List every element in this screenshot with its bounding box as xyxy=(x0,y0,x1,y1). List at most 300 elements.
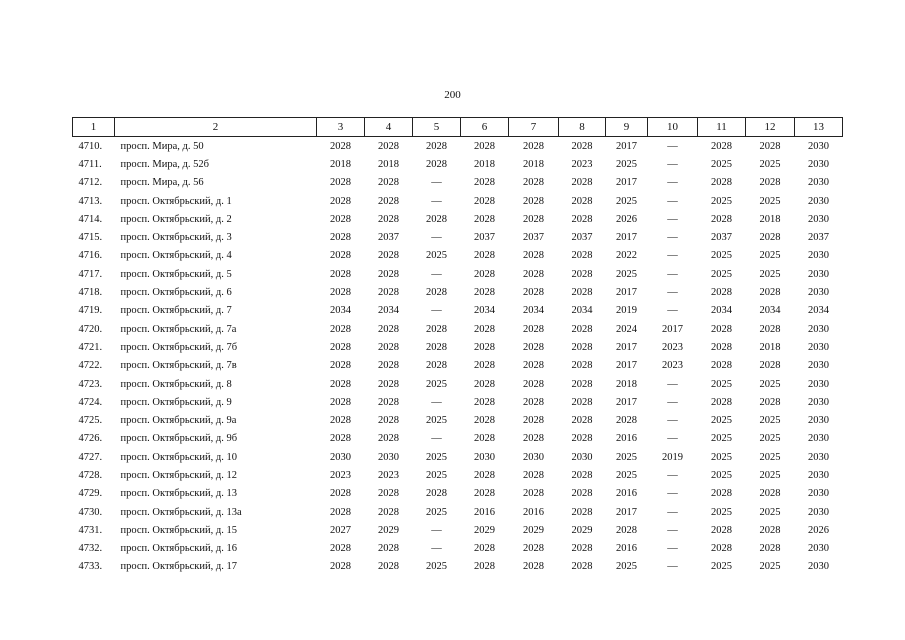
address-cell: просп. Октябрьский, д. 13 xyxy=(120,488,237,500)
year-cell: 2028 xyxy=(474,268,495,280)
year-cell: 2028 xyxy=(759,396,781,408)
year-cell: — xyxy=(667,415,678,427)
year-cell: — xyxy=(667,158,678,170)
year-cell: 2030 xyxy=(808,561,829,573)
year-cell: 2028 xyxy=(330,396,351,408)
data-table xyxy=(72,117,843,576)
row-number: 4712. xyxy=(78,177,103,189)
table-row xyxy=(73,540,843,558)
year-cell: 2028 xyxy=(523,177,544,189)
year-cell: 2028 xyxy=(474,488,495,500)
year-cell: 2025 xyxy=(759,415,781,427)
table-row xyxy=(73,137,843,156)
year-cell: — xyxy=(667,195,678,207)
year-cell: 2030 xyxy=(571,451,593,463)
year-cell: 2017 xyxy=(616,287,637,299)
column-header: 1 xyxy=(73,118,115,137)
year-cell: 2025 xyxy=(616,268,637,280)
address-cell: просп. Октябрьский, д. 2 xyxy=(120,213,232,225)
year-cell: 2028 xyxy=(711,360,732,372)
year-cell: 2028 xyxy=(378,140,399,152)
year-cell: 2025 xyxy=(616,469,637,481)
year-cell: 2030 xyxy=(808,451,829,463)
year-cell: 2025 xyxy=(426,378,447,390)
year-cell: 2030 xyxy=(808,177,829,189)
table-body xyxy=(73,137,843,577)
year-cell: 2025 xyxy=(759,268,781,280)
year-cell: 2030 xyxy=(378,451,399,463)
year-cell: 2025 xyxy=(759,506,781,518)
table-row xyxy=(73,302,843,320)
year-cell: 2027 xyxy=(330,524,351,536)
year-cell: 2028 xyxy=(759,287,781,299)
year-cell: 2028 xyxy=(474,378,495,390)
table-row xyxy=(73,375,843,393)
year-cell: 2028 xyxy=(571,323,593,335)
year-cell: 2028 xyxy=(759,323,781,335)
year-cell: 2030 xyxy=(808,158,829,170)
year-cell: 2028 xyxy=(571,213,593,225)
year-cell: 2034 xyxy=(523,305,544,317)
year-cell: 2028 xyxy=(571,396,593,408)
year-cell: 2028 xyxy=(711,524,732,536)
year-cell: 2024 xyxy=(616,323,637,335)
row-number: 4729. xyxy=(78,488,103,500)
year-cell: 2025 xyxy=(426,506,447,518)
year-cell: 2037 xyxy=(808,232,829,244)
table-row xyxy=(73,393,843,411)
column-header: 13 xyxy=(795,118,843,137)
year-cell: 2028 xyxy=(759,543,781,555)
year-cell: 2028 xyxy=(474,543,495,555)
year-cell: 2028 xyxy=(474,250,495,262)
year-cell: 2030 xyxy=(808,268,829,280)
table-row xyxy=(73,265,843,283)
year-cell: 2025 xyxy=(711,451,732,463)
table-row xyxy=(73,558,843,576)
address-cell: просп. Октябрьский, д. 6 xyxy=(120,287,232,299)
year-cell: 2028 xyxy=(523,140,544,152)
column-header: 4 xyxy=(365,118,413,137)
address-cell: просп. Мира, д. 56 xyxy=(120,177,204,189)
year-cell: 2028 xyxy=(330,378,351,390)
year-cell: 2025 xyxy=(759,195,781,207)
year-cell: 2025 xyxy=(616,158,637,170)
row-number: 4710. xyxy=(78,140,103,152)
address-cell: просп. Октябрьский, д. 17 xyxy=(120,561,237,573)
year-cell: 2028 xyxy=(378,287,399,299)
address-cell: просп. Октябрьский, д. 10 xyxy=(120,451,237,463)
year-cell: 2025 xyxy=(711,469,732,481)
address-cell: просп. Октябрьский, д. 8 xyxy=(120,378,232,390)
year-cell: 2028 xyxy=(711,488,732,500)
year-cell: 2025 xyxy=(759,561,781,573)
year-cell: 2028 xyxy=(426,488,447,500)
year-cell: 2028 xyxy=(378,250,399,262)
year-cell: 2028 xyxy=(474,195,495,207)
year-cell: — xyxy=(431,524,442,536)
year-cell: 2025 xyxy=(426,469,447,481)
row-number: 4733. xyxy=(78,561,103,573)
column-header: 3 xyxy=(317,118,365,137)
year-cell: 2030 xyxy=(808,341,829,353)
year-cell: 2028 xyxy=(330,360,351,372)
year-cell: 2034 xyxy=(808,305,829,317)
table-row xyxy=(73,521,843,539)
year-cell: 2034 xyxy=(759,305,781,317)
year-cell: 2028 xyxy=(523,195,544,207)
year-cell: — xyxy=(667,561,678,573)
year-cell: 2028 xyxy=(426,287,447,299)
column-header: 6 xyxy=(461,118,509,137)
year-cell: 2028 xyxy=(474,213,495,225)
header-row xyxy=(73,118,843,137)
table-row xyxy=(73,283,843,301)
address-cell: просп. Октябрьский, д. 5 xyxy=(120,268,232,280)
address-cell: просп. Октябрьский, д. 15 xyxy=(120,524,237,536)
year-cell: 2018 xyxy=(616,378,637,390)
page-number: 200 xyxy=(444,89,461,101)
year-cell: 2028 xyxy=(571,433,593,445)
year-cell: 2025 xyxy=(426,451,447,463)
year-cell: 2030 xyxy=(808,433,829,445)
year-cell: 2030 xyxy=(808,543,829,555)
table-row xyxy=(73,155,843,173)
year-cell: 2028 xyxy=(616,415,637,427)
address-cell: просп. Октябрьский, д. 16 xyxy=(120,543,237,555)
year-cell: 2018 xyxy=(759,213,781,225)
table-row xyxy=(73,228,843,246)
year-cell: 2030 xyxy=(808,469,829,481)
year-cell: 2028 xyxy=(378,396,399,408)
table-row xyxy=(73,357,843,375)
year-cell: 2034 xyxy=(474,305,495,317)
year-cell: 2019 xyxy=(616,305,637,317)
year-cell: 2028 xyxy=(330,195,351,207)
year-cell: 2030 xyxy=(808,396,829,408)
year-cell: 2028 xyxy=(426,341,447,353)
year-cell: — xyxy=(667,524,678,536)
year-cell: 2030 xyxy=(808,287,829,299)
year-cell: — xyxy=(667,140,678,152)
row-number: 4718. xyxy=(78,287,103,299)
year-cell: 2028 xyxy=(330,213,351,225)
address-cell: просп. Октябрьский, д. 7а xyxy=(120,323,237,335)
row-number: 4719. xyxy=(78,305,103,317)
year-cell: 2028 xyxy=(426,140,447,152)
row-number: 4711. xyxy=(78,158,102,170)
year-cell: 2028 xyxy=(330,543,351,555)
year-cell: 2028 xyxy=(378,506,399,518)
year-cell: 2028 xyxy=(330,268,351,280)
row-number: 4728. xyxy=(78,469,103,481)
year-cell: 2028 xyxy=(426,158,447,170)
year-cell: 2034 xyxy=(711,305,732,317)
year-cell: — xyxy=(431,305,442,317)
year-cell: — xyxy=(667,488,678,500)
address-cell: просп. Октябрьский, д. 9 xyxy=(120,396,232,408)
year-cell: 2016 xyxy=(616,488,637,500)
year-cell: 2025 xyxy=(759,433,781,445)
year-cell: 2022 xyxy=(616,250,637,262)
column-header: 2 xyxy=(115,118,317,137)
year-cell: 2023 xyxy=(378,469,399,481)
address-cell: просп. Мира, д. 52б xyxy=(120,158,209,170)
table-row xyxy=(73,503,843,521)
row-number: 4716. xyxy=(78,250,103,262)
year-cell: — xyxy=(667,543,678,555)
year-cell: 2028 xyxy=(571,506,593,518)
address-cell: просп. Октябрьский, д. 1 xyxy=(120,195,232,207)
year-cell: 2028 xyxy=(474,323,495,335)
year-cell: — xyxy=(667,506,678,518)
year-cell: — xyxy=(667,433,678,445)
year-cell: 2028 xyxy=(759,177,781,189)
year-cell: 2030 xyxy=(808,140,829,152)
year-cell: 2028 xyxy=(378,213,399,225)
year-cell: 2028 xyxy=(571,488,593,500)
year-cell: 2025 xyxy=(711,415,732,427)
year-cell: 2028 xyxy=(523,250,544,262)
year-cell: 2028 xyxy=(426,213,447,225)
year-cell: 2028 xyxy=(474,433,495,445)
year-cell: 2028 xyxy=(378,360,399,372)
year-cell: 2025 xyxy=(711,268,732,280)
year-cell: 2028 xyxy=(330,287,351,299)
row-number: 4731. xyxy=(78,524,103,536)
table-header xyxy=(73,118,843,137)
year-cell: 2030 xyxy=(808,323,829,335)
year-cell: 2018 xyxy=(523,158,544,170)
year-cell: 2028 xyxy=(378,543,399,555)
table-row xyxy=(73,485,843,503)
year-cell: 2034 xyxy=(330,305,351,317)
year-cell: 2028 xyxy=(474,140,495,152)
year-cell: 2028 xyxy=(330,506,351,518)
year-cell: — xyxy=(667,396,678,408)
year-cell: 2029 xyxy=(474,524,495,536)
address-cell: просп. Октябрьский, д. 7 xyxy=(120,305,232,317)
year-cell: 2028 xyxy=(330,341,351,353)
year-cell: 2030 xyxy=(523,451,544,463)
address-cell: просп. Октябрьский, д. 7б xyxy=(120,341,238,353)
year-cell: — xyxy=(667,177,678,189)
year-cell: 2025 xyxy=(426,250,447,262)
year-cell: — xyxy=(667,232,678,244)
year-cell: 2018 xyxy=(378,158,399,170)
row-number: 4717. xyxy=(78,268,103,280)
table-row xyxy=(73,210,843,228)
year-cell: — xyxy=(431,268,442,280)
row-number: 4725. xyxy=(78,415,103,427)
year-cell: 2028 xyxy=(474,287,495,299)
column-header: 5 xyxy=(413,118,461,137)
year-cell: 2025 xyxy=(759,469,781,481)
row-number: 4722. xyxy=(78,360,103,372)
year-cell: 2028 xyxy=(330,323,351,335)
year-cell: 2023 xyxy=(330,469,351,481)
table-row xyxy=(73,247,843,265)
column-header: 10 xyxy=(648,118,698,137)
year-cell: — xyxy=(431,543,442,555)
year-cell: 2028 xyxy=(616,524,637,536)
year-cell: — xyxy=(667,378,678,390)
year-cell: 2019 xyxy=(662,451,683,463)
year-cell: 2025 xyxy=(616,195,637,207)
address-cell: просп. Октябрьский, д. 13а xyxy=(120,506,242,518)
year-cell: 2028 xyxy=(378,195,399,207)
year-cell: 2017 xyxy=(662,323,683,335)
year-cell: 2016 xyxy=(616,433,637,445)
column-header: 7 xyxy=(509,118,559,137)
row-number: 4714. xyxy=(78,213,103,225)
year-cell: 2028 xyxy=(426,360,447,372)
year-cell: 2029 xyxy=(523,524,544,536)
year-cell: 2029 xyxy=(378,524,399,536)
year-cell: 2028 xyxy=(330,415,351,427)
year-cell: 2028 xyxy=(571,360,593,372)
year-cell: 2028 xyxy=(523,488,544,500)
year-cell: 2030 xyxy=(808,360,829,372)
year-cell: 2028 xyxy=(378,433,399,445)
year-cell: 2028 xyxy=(523,561,544,573)
year-cell: 2017 xyxy=(616,341,637,353)
year-cell: 2028 xyxy=(523,268,544,280)
table-row xyxy=(73,466,843,484)
column-header: 12 xyxy=(746,118,795,137)
year-cell: 2028 xyxy=(571,250,593,262)
year-cell: 2016 xyxy=(523,506,544,518)
year-cell: — xyxy=(667,305,678,317)
year-cell: 2017 xyxy=(616,140,637,152)
year-cell: 2026 xyxy=(808,524,829,536)
year-cell: 2028 xyxy=(711,323,732,335)
year-cell: — xyxy=(431,396,442,408)
year-cell: 2030 xyxy=(808,506,829,518)
year-cell: 2028 xyxy=(378,177,399,189)
year-cell: 2030 xyxy=(808,488,829,500)
year-cell: 2028 xyxy=(330,177,351,189)
year-cell: 2025 xyxy=(759,158,781,170)
row-number: 4724. xyxy=(78,396,103,408)
year-cell: 2025 xyxy=(426,561,447,573)
year-cell: 2017 xyxy=(616,360,637,372)
year-cell: 2037 xyxy=(571,232,593,244)
year-cell: 2030 xyxy=(808,415,829,427)
year-cell: 2030 xyxy=(808,195,829,207)
year-cell: 2028 xyxy=(474,469,495,481)
year-cell: 2028 xyxy=(378,341,399,353)
year-cell: 2037 xyxy=(474,232,495,244)
year-cell: 2026 xyxy=(616,213,637,225)
year-cell: 2028 xyxy=(474,177,495,189)
year-cell: 2028 xyxy=(523,396,544,408)
year-cell: 2028 xyxy=(711,543,732,555)
year-cell: 2025 xyxy=(711,250,732,262)
table-row xyxy=(73,174,843,192)
address-cell: просп. Октябрьский, д. 7в xyxy=(120,360,237,372)
year-cell: 2028 xyxy=(571,415,593,427)
year-cell: 2028 xyxy=(711,140,732,152)
year-cell: 2028 xyxy=(711,341,732,353)
year-cell: — xyxy=(667,469,678,481)
year-cell: 2025 xyxy=(616,451,637,463)
table-row xyxy=(73,192,843,210)
year-cell: 2030 xyxy=(330,451,351,463)
year-cell: 2028 xyxy=(426,323,447,335)
year-cell: 2028 xyxy=(378,268,399,280)
year-cell: 2037 xyxy=(711,232,732,244)
year-cell: 2017 xyxy=(616,396,637,408)
year-cell: 2028 xyxy=(474,396,495,408)
row-number: 4713. xyxy=(78,195,103,207)
year-cell: 2028 xyxy=(571,140,593,152)
year-cell: 2028 xyxy=(474,360,495,372)
year-cell: 2028 xyxy=(759,140,781,152)
column-header: 11 xyxy=(698,118,746,137)
year-cell: 2028 xyxy=(523,341,544,353)
year-cell: 2028 xyxy=(571,268,593,280)
year-cell: 2028 xyxy=(759,524,781,536)
year-cell: 2017 xyxy=(616,506,637,518)
year-cell: 2034 xyxy=(571,305,593,317)
row-number: 4723. xyxy=(78,378,103,390)
year-cell: 2028 xyxy=(711,396,732,408)
year-cell: 2028 xyxy=(330,140,351,152)
year-cell: 2030 xyxy=(808,250,829,262)
year-cell: 2028 xyxy=(330,433,351,445)
address-cell: просп. Октябрьский, д. 4 xyxy=(120,250,232,262)
row-number: 4721. xyxy=(78,341,103,353)
row-number: 4726. xyxy=(78,433,103,445)
year-cell: 2028 xyxy=(571,469,593,481)
year-cell: 2028 xyxy=(474,415,495,427)
year-cell: — xyxy=(667,213,678,225)
year-cell: 2018 xyxy=(759,341,781,353)
year-cell: 2028 xyxy=(571,341,593,353)
year-cell: 2025 xyxy=(711,378,732,390)
address-cell: просп. Октябрьский, д. 3 xyxy=(120,232,232,244)
year-cell: — xyxy=(431,433,442,445)
year-cell: 2016 xyxy=(616,543,637,555)
year-cell: 2025 xyxy=(711,433,732,445)
year-cell: — xyxy=(431,177,442,189)
year-cell: 2030 xyxy=(808,213,829,225)
year-cell: — xyxy=(431,195,442,207)
year-cell: 2028 xyxy=(571,287,593,299)
year-cell: 2028 xyxy=(759,232,781,244)
year-cell: 2028 xyxy=(378,488,399,500)
year-cell: 2025 xyxy=(711,158,732,170)
year-cell: 2028 xyxy=(330,232,351,244)
year-cell: 2028 xyxy=(523,323,544,335)
year-cell: 2028 xyxy=(474,561,495,573)
table-row xyxy=(73,411,843,429)
row-number: 4720. xyxy=(78,323,103,335)
year-cell: 2028 xyxy=(330,561,351,573)
year-cell: 2028 xyxy=(711,287,732,299)
year-cell: 2025 xyxy=(711,561,732,573)
year-cell: 2028 xyxy=(523,287,544,299)
year-cell: 2028 xyxy=(523,543,544,555)
table-row xyxy=(73,430,843,448)
year-cell: 2023 xyxy=(662,341,683,353)
table-row xyxy=(73,320,843,338)
year-cell: 2028 xyxy=(474,341,495,353)
year-cell: — xyxy=(667,250,678,262)
year-cell: 2025 xyxy=(759,451,781,463)
row-number: 4732. xyxy=(78,543,103,555)
